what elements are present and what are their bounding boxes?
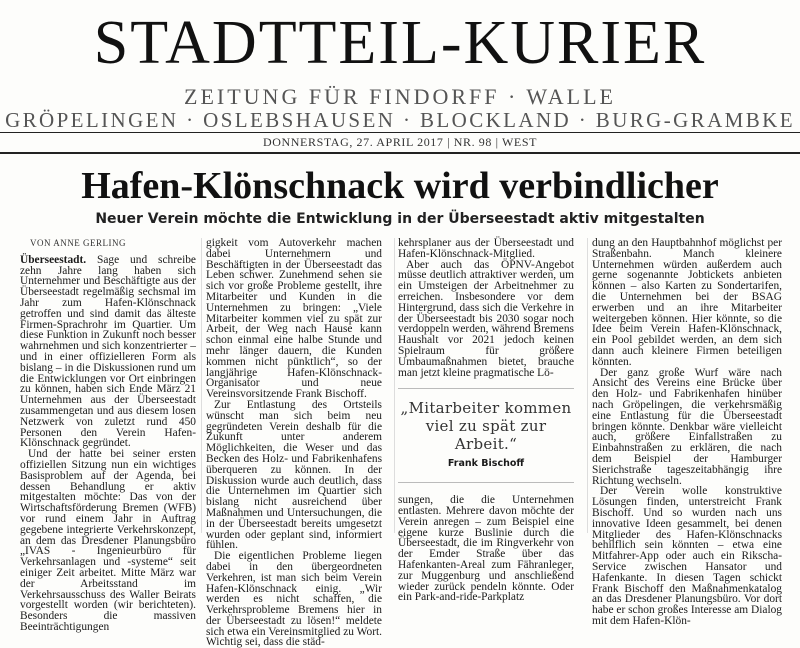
- paragraph: kehrsplaner aus der Überseestadt und Hafen-Klönschnack-Mitglied.: [398, 237, 574, 260]
- pull-quote: [398, 388, 574, 483]
- paragraph-lead: [20, 255, 196, 449]
- paragraph: dung an den Hauptbahnhof möglichst per Straßenbahn. Manch kleinere Unternehmen würden außerdem auch gerne sogenannte Jobtickets anbieten können – also Karten zu Sondertarifen, die Unternehmen bei der BSAG erwerben und an ihre Mitarbeiter weitergeben können. Hier könnte, so die Idee beim Verein Hafen-Klönschnack, ein Pool gebildet werden, an dem sich dann auch kleinere Firmen beteiligen könnten.: [592, 237, 782, 368]
- column-divider: [201, 238, 202, 533]
- masthead-rule-bottom: [0, 152, 800, 154]
- pull-quote-text: „Mitarbeiter kommen viel zu spät zur Arbeit.“: [400, 399, 572, 454]
- paragraph: Und der hatte bei seiner ersten offiziellen Sitzung nun ein wichtiges Basisproblem auf der Agenda, bei dessen Behandlung er aktiv mitgestalten möchte: Das von der Wirtschaftsförderung Bremen (WFB) vor rund einem Jahr in Auftrag gegebene integrierte Verkehrskonzept, an dem das Dresdener Planungsbüro „IVAS - Ingenieurbüro für Verkehrsanlagen und -systeme“ seit einiger Zeit arbeitet. Mitte März war der Arbeitsstand im Verkehrsausschuss des Waller Beirats vorgestellt worden (wir berichteten). Besonders die massiven Beeinträchtigungen: [20, 448, 196, 633]
- article-column-4: [592, 237, 782, 627]
- pull-quote-author: Frank Bischoff: [447, 458, 525, 470]
- article-column-3: [398, 237, 574, 604]
- paragraph: Aber auch das ÖPNV-Angebot müsse deutlich attraktiver werden, um ein Umsteigen der Arbeitnehmer zu erreichen. Insbesondere vor dem Hintergrund, dass sich die Verkehre in der Überseestadt bis 2030 sogar noch verdoppeln werden, während Bremens Haushalt vor 2021 jedoch keinen Spielraum für größere Umbaumaßnahmen bietet, brauche man jetzt kleine pragmatische Lö-: [398, 258, 574, 379]
- byline: VON ANNE GERLING: [30, 238, 126, 248]
- article-headline: Hafen-Klönschnack wird verbindlicher: [81, 165, 719, 207]
- paragraph: Der ganz große Wurf wäre nach Ansicht des Vereins eine Brücke über den Holz- und Fabrikenhafen hinüber nach Gröpelingen, die verkehrsmäßig eine Entlastung für die Überseestadt bringen könnte. Denkbar wäre vielleicht auch, größere Einfallstraßen zu Einbahnstraßen zu erklären, die nach dem Beispiel der Hamburger Sierichstraße tageszeitabhängig ihre Richtung wechseln.: [592, 366, 782, 487]
- paragraph: Die eigentlichen Probleme liegen dabei in den übergeordneten Verkehren, ist man sich beim Verein Hafen-Klönschnack einig. „Wir werden es nicht schaffen, die Verkehrsprobleme Bremens hier in der Überseestadt zu lösen!“ meldete sich etwa ein Vereinsmitglied zu Wort. Wichtig sei, dass die städ-: [206, 550, 382, 648]
- masthead-rule-top: [0, 132, 800, 133]
- article-subheadline: Neuer Verein möchte die Entwicklung in der Überseestadt aktiv mitgestalten: [95, 211, 705, 227]
- masthead-subtitle-districts-2: GRÖPELINGEN · OSLEBSHAUSEN · BLOCKLAND · BURG-GRAMBKE: [5, 108, 795, 132]
- lead-text: Sage und schreibe zehn Jahre lang haben sich Unternehmer und Beschäftigte aus der Überseestadt regelmäßig sechsmal im Jahr zum Hafen-Klönschnack getroffen und sind damit das älteste Firmen-Sprachrohr im Quartier. Um diese Funktion in Zukunft noch besser wahrnehmen und sich konzentrierter – und in einer offizielleren Form als bislang – in die Diskussionen rund um die Entwicklungen vor Ort einbringen zu können, haben sich Ende März 21 Unternehmen aus der Überseestadt zusammengetan und aus diesem losen Netzwerk von zuletzt rund 450 Personen den Verein Hafen-Klönschnack gegründet.: [20, 253, 196, 450]
- masthead-subtitle-districts-1: ZEITUNG FÜR FINDORFF · WALLE: [184, 84, 616, 109]
- dateline: DONNERSTAG, 27. APRIL 2017 | NR. 98 | WEST: [262, 135, 538, 149]
- paragraph: Zur Entlastung des Ortsteils wünscht man sich beim neu gegründeten Verein deshalb für die Zukunft unter anderem Möglichkeiten, die Weser und das Becken des Holz- und Fabrikenhafens überqueren zu können. In der Diskussion wurde auch deutlich, dass die Unternehmen im Quartier sich bislang nicht ausreichend über Maßnahmen und Untersuchungen, die in der Überseestadt bereits umgesetzt wurden oder geplant sind, informiert fühlen.: [206, 398, 382, 552]
- paragraph: sungen, die die Unternehmen entlasten. Mehrere davon möchte der Verein anregen – zum Beispiel eine eigene kurze Buslinie durch die Überseestadt, die im Ringverkehr von der Emder Straße über das Hafenkanten-Areal zum Fähranleger, zur Muggenburg und anschließend wieder zurück pendeln könnte. Oder ein Park-and-ride-Parkplatz: [398, 494, 574, 604]
- column-divider: [394, 238, 395, 533]
- paragraph: Der Verein wolle konstruktive Lösungen finden, unterstreicht Frank Bischoff. Und so wurden nach uns innovative Ideen gesammelt, bei denen Mitglieder des Hafen-Klönschnacks behilflich sein könnten – etwa eine Mitfahrer-App oder auch ein Rikscha-Service zwischen Hansator und Hafenkante. In diesen Tagen schickt Frank Bischoff den Maßnahmenkatalog an das Dresdener Planungsbüro. Vor dort habe er schon großes Interesse am Dialog mit dem Hafen-Klön-: [592, 485, 782, 627]
- column-divider: [587, 238, 588, 533]
- paragraph: gigkeit vom Autoverkehr machen dabei Unternehmern und Beschäftigten in der Überseestadt das Leben schwer. Zunehmend sehen sie sich vor große Probleme gestellt, ihre Mitarbeiter und Kunden in die Unternehmen zu bringen: „Viele Mitarbeiter kommen viel zu spät zur Arbeit, der Weg nach Hause kann schon einmal eine halbe Stunde und mehr länger dauern, die Kunden kommen nicht pünktlich“, so der langjährige Hafen-Klönschnack-Organisator und neue Vereinsvorsitzende Frank Bischoff.: [206, 237, 382, 401]
- article-column-1: [20, 238, 196, 633]
- placeline: Überseestadt.: [20, 253, 87, 266]
- masthead-title: STADTTEIL-KURIER: [93, 9, 707, 77]
- article-column-2: [206, 237, 382, 648]
